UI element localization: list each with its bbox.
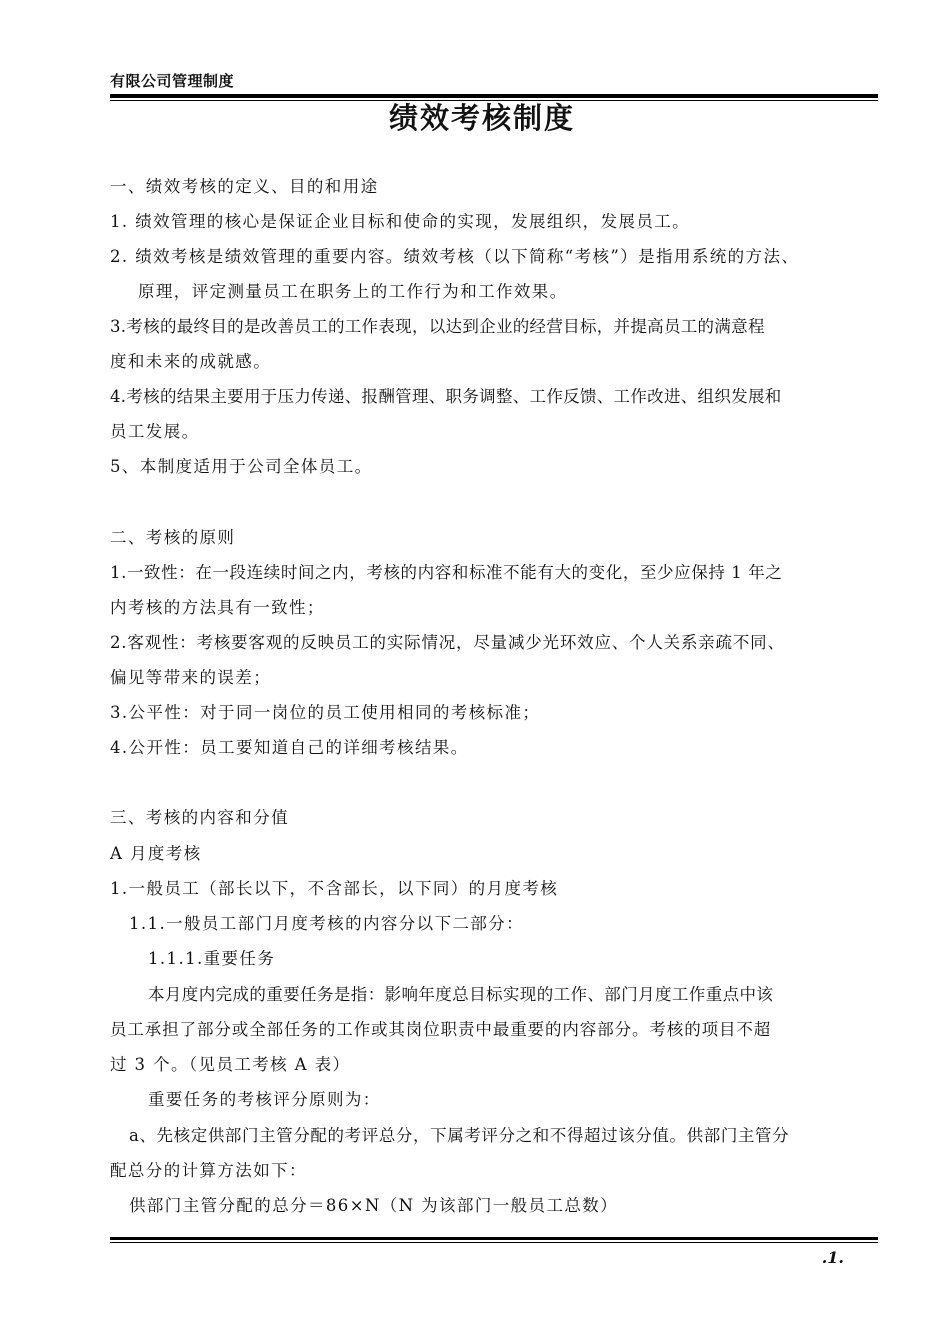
paragraph-line: 过 3 个。（见员工考核 A 表） xyxy=(110,1055,351,1074)
paragraph-line: 1.一致性：在一段连续时间之内，考核的内容和标准不能有大的变化，至少应保持 1 年之 xyxy=(110,563,783,582)
subsection-heading: A 月度考核 xyxy=(110,844,202,863)
paragraph-line: 供部门主管分配的总分＝86×N（N 为该部门一般员工总数） xyxy=(129,1196,619,1215)
page-header-label: 有限公司管理制度 xyxy=(110,72,235,90)
paragraph-line: 1.一般员工（部长以下，不含部长，以下同）的月度考核 xyxy=(110,879,559,898)
paragraph-line: 1.1.一般员工部门月度考核的内容分以下二部分： xyxy=(129,914,525,933)
paragraph-line: 3.考核的最终目的是改善员工的工作表现，以达到企业的经营目标，并提高员工的满意程 xyxy=(110,317,765,336)
paragraph-line: 配总分的计算方法如下： xyxy=(110,1161,307,1180)
section-heading-3: 三、考核的内容和分值 xyxy=(110,808,289,827)
paragraph-line: 员工承担了部分或全部任务的工作或其岗位职责中最重要的内容部分。考核的项目不超 xyxy=(110,1020,772,1039)
paragraph-line: 度和未来的成就感。 xyxy=(110,352,272,371)
paragraph-line: 2. 绩效考核是绩效管理的重要内容。绩效考核（以下简称“考核”）是指用系统的方法、 xyxy=(110,247,800,266)
paragraph-line: 4.公开性：员工要知道自己的详细考核结果。 xyxy=(110,738,469,757)
paragraph-line: 5、本制度适用于公司全体员工。 xyxy=(110,457,373,476)
paragraph-line: 重要任务的考核评分原则为： xyxy=(148,1090,381,1109)
paragraph-line: 内考核的方法具有一致性； xyxy=(110,598,325,617)
paragraph-line: 本月度内完成的重要任务是指：影响年度总目标实现的工作、部门月度工作重点中该 xyxy=(148,985,774,1004)
paragraph-line: 原理，评定测量员工在职务上的工作行为和工作效果。 xyxy=(138,282,568,301)
footer-rule-thin xyxy=(110,1242,878,1243)
paragraph-line: 1.1.1.重要任务 xyxy=(148,949,276,968)
paragraph-line: 4.考核的结果主要用于压力传递、报酬管理、职务调整、工作反馈、工作改进、组织发展和 xyxy=(110,387,782,406)
document-title: 绩效考核制度 xyxy=(388,101,575,135)
paragraph-line: 2.客观性：考核要客观的反映员工的实际情况，尽量减少光环效应、个人关系亲疏不同、 xyxy=(110,633,785,652)
paragraph-line: 员工发展。 xyxy=(110,422,200,441)
section-heading-2: 二、考核的原则 xyxy=(110,528,236,547)
paragraph-line: 3.公平性：对于同一岗位的员工使用相同的考核标准； xyxy=(110,703,541,722)
paragraph-line: 1. 绩效管理的核心是保证企业目标和使命的实现，发展组织，发展员工。 xyxy=(110,212,691,231)
footer-rule-thick xyxy=(110,1237,878,1240)
section-heading-1: 一、绩效考核的定义、目的和用途 xyxy=(110,177,379,196)
paragraph-line: a、先核定供部门主管分配的考评总分，下属考评分之和不得超过该分值。供部门主管分 xyxy=(129,1126,790,1145)
page-number: .1. xyxy=(821,1248,844,1267)
paragraph-line: 偏见等带来的误差； xyxy=(110,668,272,687)
